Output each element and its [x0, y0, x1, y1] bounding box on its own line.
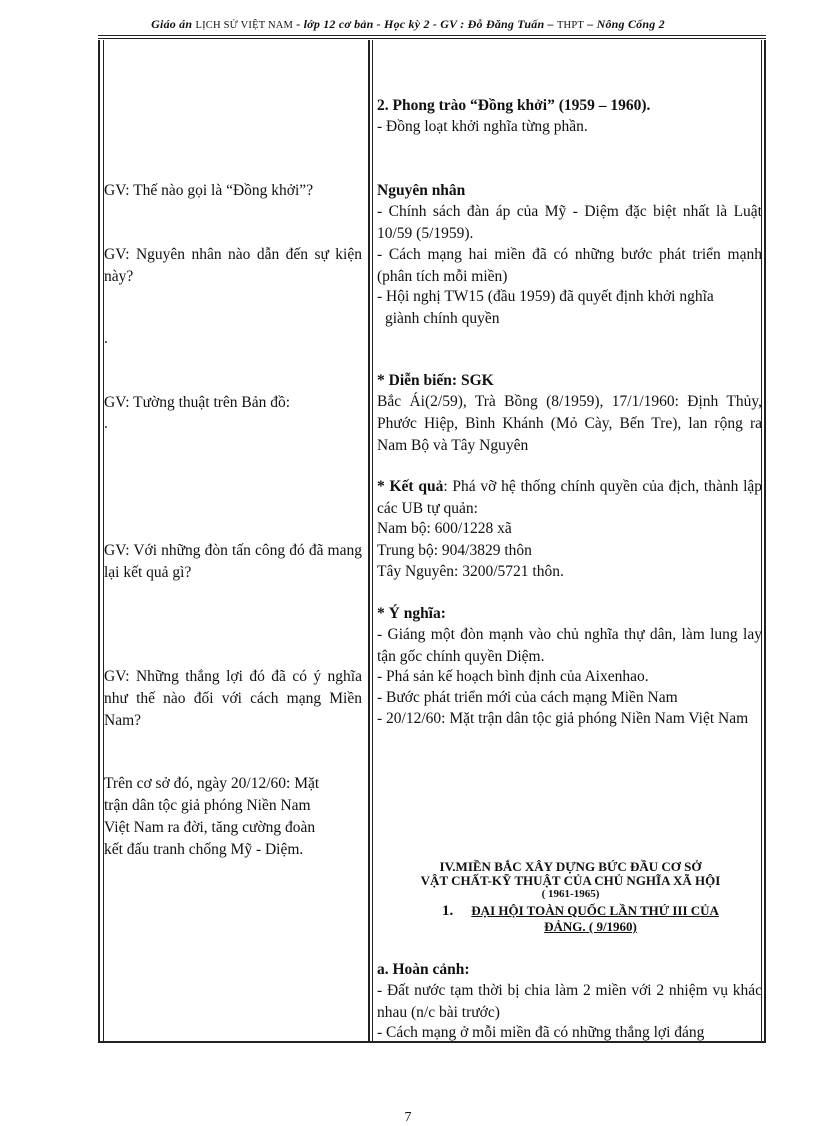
progress-text: Bắc Ái(2/59), Trà Bồng (8/1959), 17/1/1960: Định Thủy, Phước Hiệp, Bình Khánh (Mỏ Cày, Bến Tre), lan rộng ra Nam Bộ và Tây Nguyên — [377, 393, 762, 454]
section-4-line: VẬT CHẤT-KỸ THUẬT CỦA CHỦ NGHĨA XÃ HỘI — [420, 873, 721, 888]
left-paragraph-line: kết đấu tranh chống Mỹ - Diệm. — [104, 841, 304, 858]
meaning-item-4: - 20/12/60: Mặt trận dân tộc giả phóng Niền Nam Việt Nam — [377, 710, 749, 727]
section-4-1-title: ĐẠI HỘI TOÀN QUỐC LẦN THỨ III CỦA — [471, 903, 719, 918]
cause-item-2: - Cách mạng hai miền đã có những bước phát triển mạnh (phân tích mỗi miền) — [377, 246, 762, 285]
header-rule — [98, 35, 766, 36]
question-result: GV: Với những đòn tấn công đó đã mang lại kết quả gì? — [104, 542, 362, 581]
section-4-line: IV.MIỀN BẮC XÂY DỰNG BỨC ĐẦU CƠ SỞ — [439, 859, 702, 874]
question-meaning: GV: Những thắng lợi đó đã có ý nghĩa như thế nào đối với cách mạng Miền Nam? — [104, 668, 362, 729]
result-paragraph — [377, 476, 762, 520]
left-paragraph-line: Trên cơ sở đó, ngày 20/12/60: Mặt — [104, 775, 320, 792]
page-header — [0, 17, 816, 32]
left-paragraph-line: trận dân tộc giả phóng Niền Nam — [104, 797, 311, 814]
cause-item-1: - Chính sách đàn áp của Mỹ - Diệm đặc biệt nhất là Luật 10/59 (5/1959). — [377, 203, 762, 242]
context-item-1: - Đất nước tạm thời bị chia làm 2 miền với 2 nhiệm vụ khác nhau (n/c bài trước) — [377, 982, 762, 1021]
section-4-heading — [378, 860, 763, 900]
result-trungbo: Trung bộ: 904/3829 thôn — [377, 542, 532, 559]
question-cause: GV: Nguyên nhân nào dẫn đến sự kiện này? — [104, 246, 362, 285]
section-4-1-line — [378, 903, 763, 919]
section-4-line: ( 1961-1965) — [541, 888, 600, 900]
page-number: 7 — [404, 1110, 412, 1125]
section-4-1-title-line-2: ĐẢNG. ( 9/1960) — [544, 919, 637, 934]
question-map: GV: Tường thuật trên Bản đồ: — [104, 394, 291, 411]
left-dot-2: . — [104, 415, 108, 432]
section-2-title: 2. Phong trào “Đồng khởi” (1959 – 1960). — [377, 97, 651, 114]
section-4-1-number: 1. — [442, 903, 454, 919]
header-part2: LỊCH SỬ VIỆT NAM — [195, 20, 294, 31]
meaning-heading: * Ý nghĩa: — [377, 605, 446, 622]
cause-heading: Nguyên nhân — [377, 182, 466, 199]
header-part5: – Nông Cống 2 — [587, 17, 665, 31]
left-paragraph-line: Việt Nam ra đời, tăng cường đoàn — [104, 819, 316, 836]
header-part1: Giáo án — [151, 17, 193, 31]
result-nambo: Nam bộ: 600/1228 xã — [377, 520, 512, 537]
section-2-subtitle: - Đồng loạt khởi nghĩa từng phần. — [377, 118, 588, 135]
header-part4: THPT — [556, 20, 584, 31]
context-item-2: - Cách mạng ở mỗi miền đã có những thắng lợi đáng — [377, 1024, 705, 1041]
cause-item-3-line: giành chính quyền — [385, 310, 500, 327]
result-heading: * Kết quả — [377, 478, 444, 495]
result-text: : Phá vỡ hệ thống chính quyền của địch, thành lập các UB tự quản: — [377, 478, 763, 517]
cause-item-3-line: - Hội nghị TW15 (đầu 1959) đã quyết định khởi nghĩa — [377, 288, 714, 305]
progress-heading: * Diễn biến: SGK — [377, 372, 494, 389]
table-top-border — [98, 38, 766, 39]
column-divider — [368, 40, 370, 1043]
left-paragraph-front — [104, 773, 362, 861]
question-dong-khoi: GV: Thế nào gọi là “Đồng khởi”? — [104, 182, 314, 199]
meaning-item-3: - Bước phát triển mới của cách mạng Miền Nam — [377, 689, 678, 706]
context-heading: a. Hoàn cảnh: — [377, 961, 470, 978]
result-taynguyen: Tây Nguyên: 3200/5721 thôn. — [377, 563, 564, 580]
meaning-item-1: - Giáng một đòn mạnh vào chủ nghĩa thự dân, làm lung lay tận gốc chính quyền Diệm. — [377, 626, 762, 665]
section-4-1-heading — [378, 903, 763, 934]
header-part3: - lớp 12 cơ bản - Học kỳ 2 - GV : Đỗ Đăng Tuấn – — [296, 17, 554, 31]
column-divider-inner — [372, 40, 373, 1043]
meaning-item-2: - Phá sản kế hoạch bình định của Aixenhao. — [377, 668, 649, 685]
left-dot-1: . — [104, 330, 108, 347]
cause-item-3 — [377, 286, 762, 330]
